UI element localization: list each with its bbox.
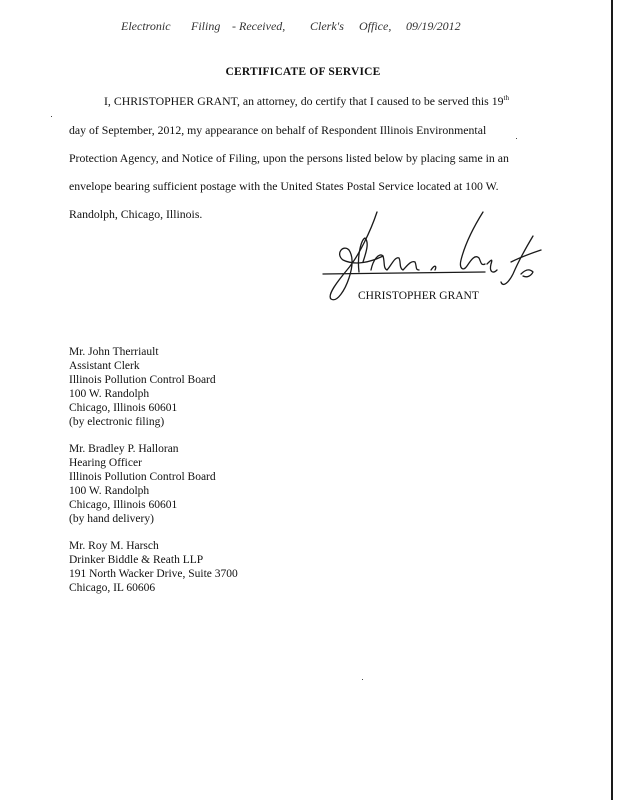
recipient-street: 100 W. Randolph (69, 388, 150, 400)
certification-line-4: envelope bearing sufficient postage with the United States Postal Service located at 100 W. (69, 179, 499, 193)
recipient-street: 100 W. Randolph (69, 485, 150, 497)
recipient-address-block (69, 442, 216, 526)
delivery-method: (by electronic filing) (69, 416, 165, 428)
recipient-title: Assistant Clerk (69, 360, 140, 372)
ordinal-suffix: th (503, 94, 509, 102)
recipient-title: Hearing Officer (69, 457, 142, 469)
certification-line-2: day of September, 2012, my appearance on behalf of Respondent Illinois Environmental (69, 123, 487, 137)
recipient-city: Chicago, IL 60606 (69, 582, 156, 594)
certification-line-1 (104, 94, 509, 109)
certification-line-5: Randolph, Chicago, Illinois. (69, 207, 203, 221)
recipient-address-block (69, 539, 238, 595)
filing-stamp-header (0, 19, 619, 35)
filing-stamp-word: Clerk's (310, 19, 344, 33)
signer-name: CHRISTOPHER GRANT (358, 290, 479, 302)
recipient-street: 191 North Wacker Drive, Suite 3700 (69, 568, 238, 580)
filing-stamp-word: Office, (359, 19, 392, 33)
recipient-city: Chicago, Illinois 60601 (69, 499, 178, 511)
filing-stamp-word: - Received, (232, 19, 286, 33)
delivery-method: (by hand delivery) (69, 513, 154, 525)
recipient-name: Mr. Bradley P. Halloran (69, 443, 179, 455)
certification-text: I, CHRISTOPHER GRANT, an attorney, do certify that I caused to be served this 19 (104, 94, 504, 108)
recipient-name: Mr. John Therriault (69, 346, 159, 358)
recipient-name: Mr. Roy M. Harsch (69, 540, 159, 552)
recipient-organization: Drinker Biddle & Reath LLP (69, 554, 204, 566)
scan-speck (362, 679, 363, 680)
scan-speck (51, 116, 52, 117)
recipient-address-block (69, 345, 216, 429)
recipient-organization: Illinois Pollution Control Board (69, 374, 216, 386)
filing-stamp-word: Electronic (121, 19, 171, 33)
filing-stamp-date: 09/19/2012 (406, 19, 461, 33)
page-edge (611, 0, 613, 800)
recipient-city: Chicago, Illinois 60601 (69, 402, 178, 414)
certification-line-3: Protection Agency, and Notice of Filing, upon the persons listed below by placing same in an (69, 151, 509, 165)
recipient-organization: Illinois Pollution Control Board (69, 471, 216, 483)
document-title: CERTIFICATE OF SERVICE (225, 66, 381, 78)
filing-stamp-word: Filing (191, 19, 221, 33)
scan-speck (516, 138, 517, 139)
